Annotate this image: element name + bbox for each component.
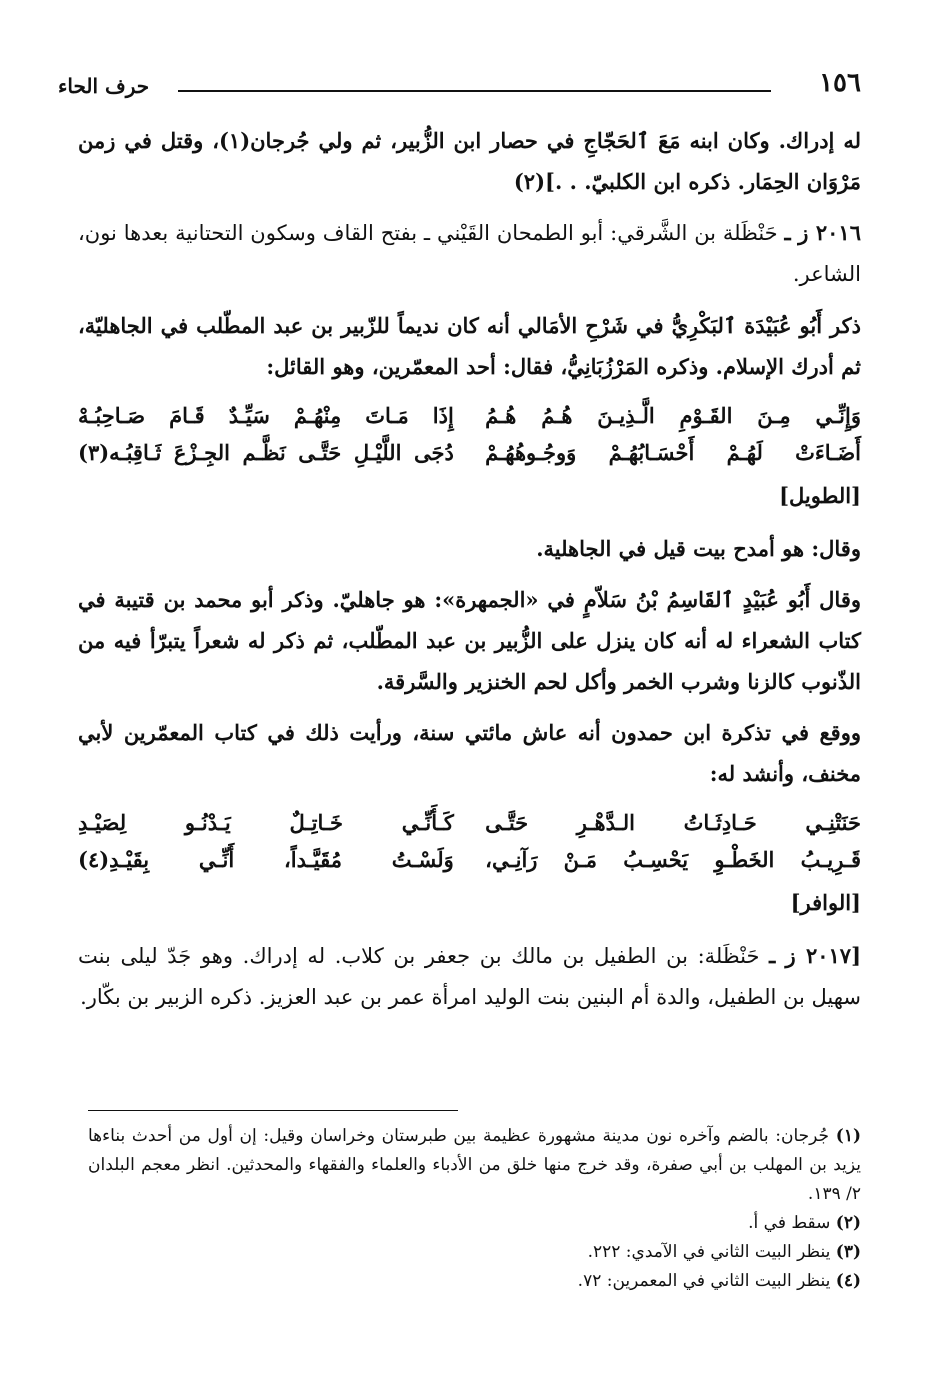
hemistich-first: أَضَـاءَتْ لَهُـمْ أَحْسَـابُهُـمْ وَوجُـوهُهُـمْ: [485, 440, 861, 465]
poem-2: [78, 804, 861, 878]
footnote: [88, 1122, 861, 1209]
paragraph-3: ذكر أَبُو عُبَيْدَة ٱلبَكْرِيُّ في شَرْحِ الأمَالي أنه كان نديماً للزّبير بن عبد المطّلب في الجاهليّة، ثم أدرك الإسلام. وذكره المَرْزُبَانِيُّ، فقال: أحد المعمّرين، وهو القائل:: [78, 313, 861, 379]
paragraph-6: ووقع في تذكرة ابن حمدون أنه عاش مائتي سنة، ورأيت ذلك في كتاب المعمّرين لأبي مخنف، وأنشد له:: [78, 720, 861, 786]
footnote-text: ينظر البيت الثاني في المعمرين: ٧٢.: [577, 1271, 836, 1291]
entry-number: ٢٠١٦ ز ـ: [784, 220, 861, 245]
hemistich-first: وَإِنِّـي مِـنَ القَـوْمِ الَّـذِيـنَ هُـمُ هُـمُ: [485, 403, 861, 428]
poem-meter: [الطويل]: [779, 483, 861, 508]
footnote: [88, 1238, 861, 1267]
poem-1: [78, 397, 861, 471]
footnote-number: (٣): [835, 1242, 861, 1262]
main-text: [78, 120, 861, 1028]
poem-verse: [78, 434, 861, 471]
hemistich-second: إِذَا مَـاتَ مِنْهُـمْ سَيِّـدٌ قَـامَ صَـاحِبُـهْ: [78, 403, 454, 428]
hemistich-first: حَنَتْنِـي حَـادِثَـاتُ الـدَّهْـرِ حَتَّـى: [485, 810, 861, 835]
poem-verse: [78, 804, 861, 841]
hemistich-second: وَلَسْـتُ مُقَيَّـداً، أَنِّـي بِقَيْـدِ(٤): [78, 847, 454, 872]
footnote-number: (١): [835, 1126, 861, 1146]
footnote-number: (٢): [835, 1213, 861, 1233]
footnote: [88, 1209, 861, 1238]
footnote-text: سقط في أ.: [748, 1213, 836, 1233]
footnote-text: ينظر البيت الثاني في الآمدي: ٢٢٢.: [587, 1242, 836, 1262]
entry-2017: [78, 935, 861, 1018]
entry-2016: [78, 212, 861, 295]
hemistich-first: قَـرِيـبُ الخَطْـوِ يَحْسِـبُ مَـنْ رَآنِـي،: [485, 847, 861, 872]
header-rule: [178, 90, 771, 92]
footnote-rule: [88, 1110, 458, 1111]
paragraph-5: وقال أَبُو عُبَيْدٍ ٱلقَاسِمُ بْنُ سَلاّمٍ في «الجمهرة»: هو جاهليّ. وذكر أبو محمد بن قتيبة في كتاب الشعراء له أنه كان ينزل على الزُّبير بن عبد المطّلب، ثم ذكر له شعراً يتبرّأ فيه من الذّنوب كالزنا وشرب الخمر وأكل لحم الخنزير والسَّرقة.: [78, 587, 861, 694]
hemistich-second: دُجَى اللَّيْـلِ حَتَّـى نَظَّـم الجِـزْعَ ثَـاقِبُـه(٣): [78, 440, 454, 465]
page-number: ١٥٦: [819, 68, 861, 98]
poem-meter: [الوافر]: [790, 890, 861, 915]
footnotes: [88, 1122, 861, 1296]
footnote-number: (٤): [835, 1271, 861, 1291]
entry-number: [٢٠١٧ ز ـ: [769, 943, 861, 968]
paragraph-1: له إدراك. وكان ابنه مَعَ ٱلحَجّاجِ في حصار ابن الزُّبير، ثم ولي جُرجان(١)، وقتل في زمن مَرْوَان الحِمَار. ذكره ابن الكلبيّ. . .](٢): [78, 128, 861, 194]
footnote-text: جُرجان: بالضم وآخره نون مدينة مشهورة عظيمة بين طبرستان وخراسان وقيل: إن أول من أحدث بناءها يزيد بن المهلب بن أبي صفرة، وقد خرج منها خلق من الأدباء والعلماء والفقهاء والمحدثين. انظر معجم البلدان ٢/ ١٣٩.: [88, 1126, 861, 1204]
paragraph-4: وقال: هو أمدح بيت قيل في الجاهلية.: [536, 536, 861, 561]
chapter-title: حرف الحاء: [58, 74, 150, 98]
footnote: [88, 1267, 861, 1296]
entry-text: حَنْظَلة: بن الطفيل بن مالك بن جعفر بن كلاب. له إدراك. وهو جَدّ ليلى بنت سهيل بن الطفيل، والدة أم البنين بنت الوليد امرأة عمر بن عبد العزيز. ذكره الزبير بن بكّار.: [78, 944, 861, 1009]
poem-verse: [78, 841, 861, 878]
hemistich-second: كَـأَنِّـي خَـاتِـلٌ يَـدْنُـو لِصَيْـدِ: [78, 810, 454, 835]
entry-text: حَنْظَلة بن الشَّرقي: أبو الطمحان القَيْني ـ بفتح القاف وسكون التحتانية بعدها نون، الشاعر.: [78, 221, 861, 286]
poem-verse: [78, 397, 861, 434]
